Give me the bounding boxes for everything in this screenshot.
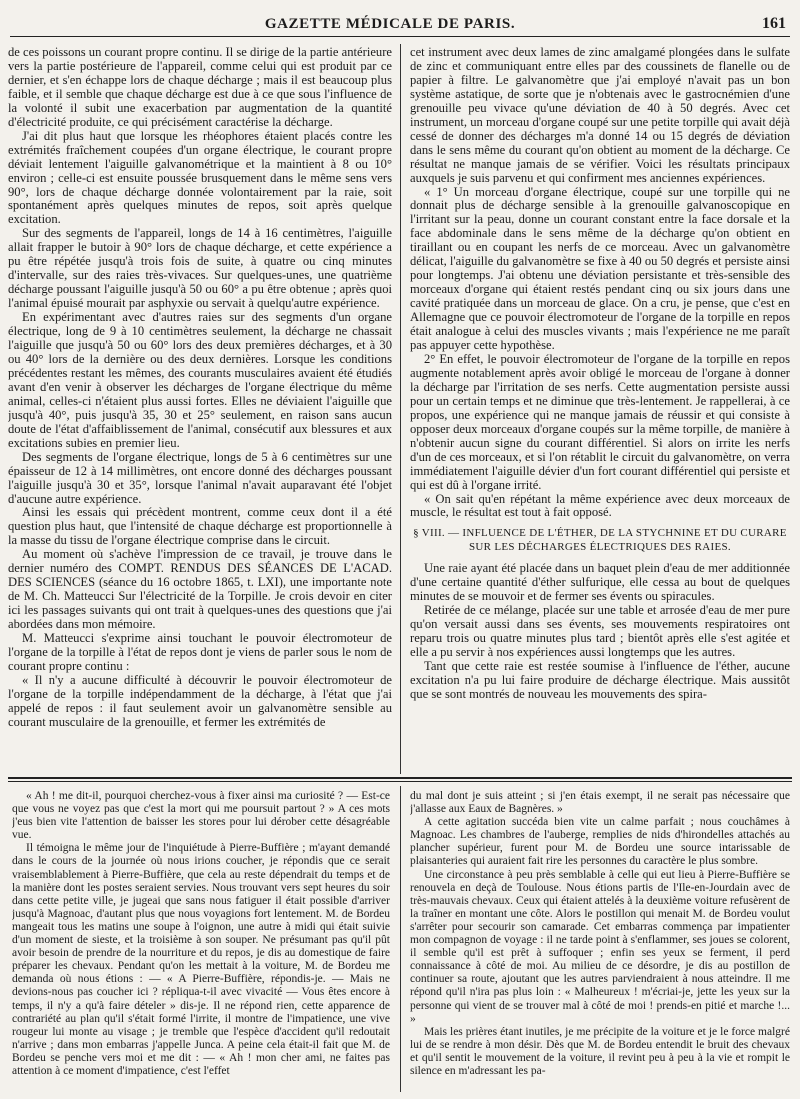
section-heading-line: § VIII. — INFLUENCE DE L'ÉTHER, DE LA STYCHNINE ET DU CURARE xyxy=(413,527,787,540)
feuilleton-divider xyxy=(8,781,792,782)
journal-title: GAZETTE MÉDICALE DE PARIS. xyxy=(264,16,516,32)
column-divider xyxy=(400,44,401,774)
paragraph: Une circonstance à peu près semblable à celle qui eut lieu à Pierre-Buffière se renouvela en deçà de Toulouse. Nous étions partis de l'Ile-en-Jourdain avec de très-mauvais chevaux. Ceux qui étaient attelés à la deuxième voiture refusèrent de la traîner en montant une côte. Alors le postillon qui menait M. de Bordeu voulut s'arrêter pour secourir son camarade. Cet embarras commença par impatienter mon compagnon de voyage : il ne tarde point à s'enflammer, ses joues se colorent, il semble qu'il est prêt à suffoquer ; enfin ses yeux se ferment, il perd connaissance à côté de moi. Au milieu de ce désordre, je dis au postillon de continuer sa route, ajoutant que les autres parviendraient à nous atteindre. Il me répond qu'il n'ira pas plus loin : « Malheureux ! m'écriai-je, jette les yeux sur la personne qui vient de se trouver mal à côté de moi ! prends-en pitié et marche !... » xyxy=(410,868,790,1025)
paragraph: Des segments de l'organe électrique, longs de 5 à 6 centimètres sur une épaisseur de 12 à 14 millimètres, ont encore donné des décharges poussant l'aiguille jusqu'à 30 et 35°, lorsque l'animal n'avait auparavant été l'objet d'aucune autre expérience. xyxy=(8,449,392,506)
paragraph: cet instrument avec deux lames de zinc amalgamé plongées dans le sulfate de zinc et communiquant entre elles par des coussinets de flanelle ou de papier à filtre. Le galvanomètre que j'ai employé n'avait pas un bon système astatique, de sorte que je n'obtenais avec le gastrocnémien d'une grenouille peu vivace qu'une déviation de 40 à 50 degrés. Avec cet instrument, un morceau d'organe coupé sur une petite torpille qui avait déjà cessé de donner des décharges m'a donné 14 ou 15 degrés de déviation dans le sens même du courant qu'on obtient au moment de la décharge. Ce résultat ne manque jamais de se vérifier. Voici les résultats principaux auxquels je suis parvenu et qui confirment mes anciennes expériences. xyxy=(410,46,790,185)
feuilleton-divider xyxy=(8,777,792,779)
paragraph: En expérimentant avec d'autres raies sur des segments d'un organe électrique, long de 9 à 10 centimètres seulement, la décharge ne chassait l'aiguille que jusqu'à 50 ou 60° lors des deux premières décharges, et à 30 ou 40° lors de la dernière ou des deux dernières. Lorsque les conditions précédentes restant les mêmes, des courants musculaires avaient été étudiés avant d'en venir à observer les décharges de l'organe électrique du même animal, celles-ci n'étaient plus aussi fortes. Elles ne déviaient l'aiguille que jusqu'à 40°, puis jusqu'à 35, 30 et 25° seulement, en raison sans aucun doute de l'état d'affaiblissement de l'animal, consécutif aux blessures et aux excitations subies en premier lieu. xyxy=(8,310,392,450)
paragraph: Ainsi les essais qui précèdent montrent, comme ceux dont il a été question plus haut, que l'intensité de chaque décharge est proportionnelle à la masse du tissu de l'organe électrique comprise dans le circuit. xyxy=(8,505,392,548)
feuilleton-column-left xyxy=(12,790,390,1090)
paragraph: du mal dont je suis atteint ; si j'en étais exempt, il ne serait pas nécessaire que j'allasse aux Eaux de Bagnères. » xyxy=(410,790,790,816)
paragraph: « Ah ! me dit-il, pourquoi cherchez-vous à fixer ainsi ma curiosité ? — Est-ce que vous ne voyez pas que c'est la mort qui me poursuit partout ? » A ces mots j'eus bien vite l'attention de baisser les stores pour lui dérober cette désagréable vue. xyxy=(12,790,390,842)
paragraph: « 1° Un morceau d'organe électrique, coupé sur une torpille qui ne donnait plus de décharge sensible à la grenouille galvanoscopique en l'irritant sur la peau, donne un courant constant entre la face dorsale et la face abdominale dans le sens même de la décharge qu'on obtient en tiraillant ou en coupant les nerfs de ce morceau. Avec un galvanomètre délicat, l'aiguille du galvanomètre se fixe à 40 ou 50 degrés et persiste ainsi pour longtemps. J'ai obtenu une déviation persistante et très-sensible des morceaux d'organe qui étaient restés pendant cinq ou six jours dans une cavité pratiquée dans un morceau de glace. On a cru, je pense, que c'est en Allemagne que ce pouvoir électromoteur de l'organe de la torpille en repos était analogue à celui des muscles vivants ; mais l'expérience ne me paraît pas appuyer cette hypothèse. xyxy=(410,184,790,353)
paragraph: de ces poissons un courant propre continu. Il se dirige de la partie antérieure vers la partie postérieure de l'appareil, comme celui qui est produit par ce dernier, et s'en échappe lors de chaque décharge ; mais il est beaucoup plus faible, et il semble que chaque décharge est due à ce que sous l'influence de la volonté il subit une exacerbation par augmentation de la quantité d'électricité produite, ce qui précisément caractérise la décharge. xyxy=(8,46,392,129)
paragraph: Sur des segments de l'appareil, longs de 14 à 16 centimètres, l'aiguille allait frapper le butoir à 90° lors de chaque décharge, et cette expérience a pu être répétée jusqu'à trois fois de suite, à quatre ou cinq minutes d'intervalle, sur des raies très-vivaces. Sur quelques-unes, une quatrième décharge poussant l'aiguille jusqu'à 50 ou 60° a pu être obtenue ; après quoi l'animal épuisé mourait par asphyxie ou servait à quelqu'autre expérience. xyxy=(8,226,392,311)
paragraph: « Il n'y a aucune difficulté à découvrir le pouvoir électromoteur de l'organe de la torpille indépendamment de la décharge, à l'état que j'ai appelé de repos : il faut seulement avoir un galvanomètre sensible au courant musculaire de la grenouille, et fermer les extrémités de xyxy=(8,672,392,729)
page-number: 161 xyxy=(762,15,786,32)
paragraph: M. Matteucci s'exprime ainsi touchant le pouvoir électromoteur de l'organe de la torpille à l'état de repos dont je viens de parler sous le nom de courant propre continu : xyxy=(8,631,392,673)
paragraph: Retirée de ce mélange, placée sur une table et arrosée d'eau de mer pure qu'on versait aussi dans ses évents, ses mouvements respiratoires ont reparu trois ou quatre minutes plus tard ; bientôt après elle s'est agitée et elle a pu servir à nos expériences aussi longtemps que les autres. xyxy=(410,603,790,660)
section-heading xyxy=(410,526,790,554)
article-column-right xyxy=(410,46,790,772)
paragraph: Il témoigna le même jour de l'inquiétude à Pierre-Buffière ; m'ayant demandé dans le cours de la journée où nous irions coucher, je répondis que ce serait vraisemblablement à Pierre-Buffière, que cela au reste dépendrait du temps et de la manière dont les postes seraient servies. Nous trouvant vers sept heures du soir dans cette petite ville, je jugeai que sans nous fatiguer il était possible d'arriver jusqu'à Magnoac, d'autant plus que nous voyagions fort lentement. M. de Bordeu mangeait tous les matins une soupe à l'oignon, une autre à midi qui était suivie d'un moment de sieste, et la troisième à son souper. Ne présumant pas qu'il pût avoir besoin de prendre de la nourriture et du repos, je dis au domestique de faire préparer les chevaux. Pendant qu'on les mettait à la voiture, M. de Bordeu me demanda où nous étions : — « A Pierre-Buffière, répondis-je. — Mais ne devions-nous pas coucher ici ? répliqua-t-il avec vivacité — Vous êtes encore à temps, il n'y a qu'à faire dételer » dis-je. Il ne répond rien, cette apparence de contrariété au plan qu'il s'était formé l'irrite, il montre de l'impatience, une vive rougeur lui monte au visage ; je tremble que l'espèce d'accident qu'il redoutait n'arrive ; dans mon embarras j'appelle Junca. A peine cela était-il fait que M. de Bordeu se penche vers moi et me dit : — « Ah ! mon cher ami, ne faites pas attention à ce moment d'impatience, c'est l'effet xyxy=(12,842,390,1077)
paragraph: 2° En effet, le pouvoir électromoteur de l'organe de la torpille en repos augmente notablement après avoir obligé le morceau de l'organe à donner la décharge par l'irritation de ses nerfs. Cette augmentation persiste aussi pour un certain temps et ne diminue que très-lentement. Je rappellerai, à ce propos, une expérience qui ne manque jamais de réussir et qui consiste à opposer deux morceaux d'organe coupés sur la même torpille, de manière à n'obtenir aucun signe du courant différentiel. Si alors on irrite les nerfs d'un de ces morceaux, et si l'on rétablit le circuit du galvanomètre, on verra immédiatement l'aiguille dévier d'un fort courant différentiel qui persiste et qui est dû à l'organe irrité. xyxy=(410,351,790,492)
column-divider xyxy=(400,786,401,1092)
paragraph: A cette agitation succéda bien vite un calme parfait ; nous couchâmes à Magnoac. Les chambres de l'auberge, remplies de nids d'hirondelles attachés au plancher supérieur, furent pour M. de Bordeu une source intarissable de plaisanteries qui auraient fait rire les personnes du caractère le plus sombre. xyxy=(410,816,790,868)
paragraph: Mais les prières étant inutiles, je me précipite de la voiture et je le force malgré lui de se rendre à mon désir. Dès que M. de Bordeu entendit le bruit des chevaux et qu'il sentit le mouvement de la voiture, il revint peu à peu à la vie et rompit le silence en m'adressant les pa- xyxy=(410,1025,790,1077)
page-header xyxy=(10,14,790,37)
section-heading-line: SUR LES DÉCHARGES ÉLECTRIQUES DES RAIES. xyxy=(469,541,731,554)
paragraph: Tant que cette raie est restée soumise à l'influence de l'éther, aucune excitation n'a pu lui faire produire de décharge électrique. Mais aussitôt que se sont montrés de nouveau les mouvements des spira- xyxy=(410,659,790,701)
article-column-left xyxy=(8,46,392,772)
paragraph: Au moment où s'achève l'impression de ce travail, je trouve dans le dernier numéro des COMPT. RENDUS DES SÉANCES DE L'ACAD. DES SCIENCES (séance du 16 octobre 1865, t. LXI), une importante note de M. Ch. Matteucci Sur l'électricité de la Torpille. Je crois devoir en citer ici les passages suivants qui ont trait à quelques-unes des questions que j'ai abordées dans mon mémoire. xyxy=(8,547,392,632)
paragraph: J'ai dit plus haut que lorsque les rhéophores étaient placés contre les extrémités fraîchement coupées d'un organe électrique, le courant propre déviait lentement l'aiguille galvanométrique et la maintient à 8 ou 10° environ ; celle-ci est ensuite poussée brusquement dans le même sens vers 90°, lors de chaque décharge donnée volontairement par la raie, soit spontanément après quelques minutes de repos, soit après quelque excitation. xyxy=(8,128,392,227)
paragraph: « On sait qu'en répétant la même expérience avec deux morceaux de muscle, le résultat est tout à fait opposé. xyxy=(410,491,790,520)
feuilleton-column-right xyxy=(410,790,790,1090)
paragraph: Une raie ayant été placée dans un baquet plein d'eau de mer additionnée d'une certaine quantité d'éther sulfurique, elle cessa au bout de quelques minutes de se mouvoir et de fermer ses évents ou spiracules. xyxy=(410,561,790,604)
